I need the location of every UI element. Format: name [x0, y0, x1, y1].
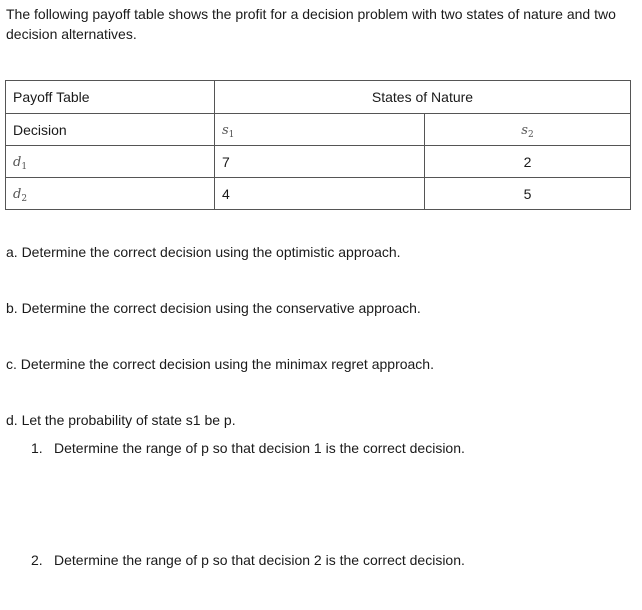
payoff-d2-s1: 4	[215, 178, 425, 210]
state-s1-symbol: $s_1$	[222, 123, 235, 140]
states-of-nature-header: States of Nature	[215, 81, 631, 114]
state-s2-header	[425, 114, 631, 146]
list-number: 1.	[31, 440, 43, 456]
state-s2-symbol: $s_2$	[521, 123, 534, 140]
payoff-d1-s2: 2	[425, 146, 631, 178]
question-d-item-1	[31, 438, 465, 458]
table-row	[6, 114, 631, 146]
question-c: c. Determine the correct decision using the minimax regret approach.	[6, 356, 434, 372]
payoff-table	[5, 80, 631, 210]
payoff-d1-s1: 7	[215, 146, 425, 178]
question-d-item-2	[31, 550, 465, 570]
intro-text: The following payoff table shows the profit for a decision problem with two states of nature and two decision alternatives.	[6, 6, 616, 42]
state-s1-header	[215, 114, 425, 146]
decision-d1-cell	[6, 146, 215, 178]
question-d: d. Let the probability of state s1 be p.	[6, 412, 236, 428]
list-item-text: Determine the range of p so that decision 2 is the correct decision.	[54, 552, 465, 568]
table-header-row	[6, 81, 631, 114]
table-row	[6, 146, 631, 178]
decision-d1-symbol: $d_1$	[13, 155, 28, 172]
payoff-d2-s2: 5	[425, 178, 631, 210]
table-row	[6, 178, 631, 210]
decision-d2-symbol: $d_2$	[13, 187, 28, 204]
table-title-cell: Payoff Table	[6, 81, 215, 114]
decision-label-cell: Decision	[6, 114, 215, 146]
decision-d2-cell	[6, 178, 215, 210]
question-a: a. Determine the correct decision using the optimistic approach.	[6, 244, 401, 260]
list-item-text: Determine the range of p so that decision 1 is the correct decision.	[54, 440, 465, 456]
question-b: b. Determine the correct decision using the conservative approach.	[6, 300, 421, 316]
list-number: 2.	[31, 552, 43, 568]
